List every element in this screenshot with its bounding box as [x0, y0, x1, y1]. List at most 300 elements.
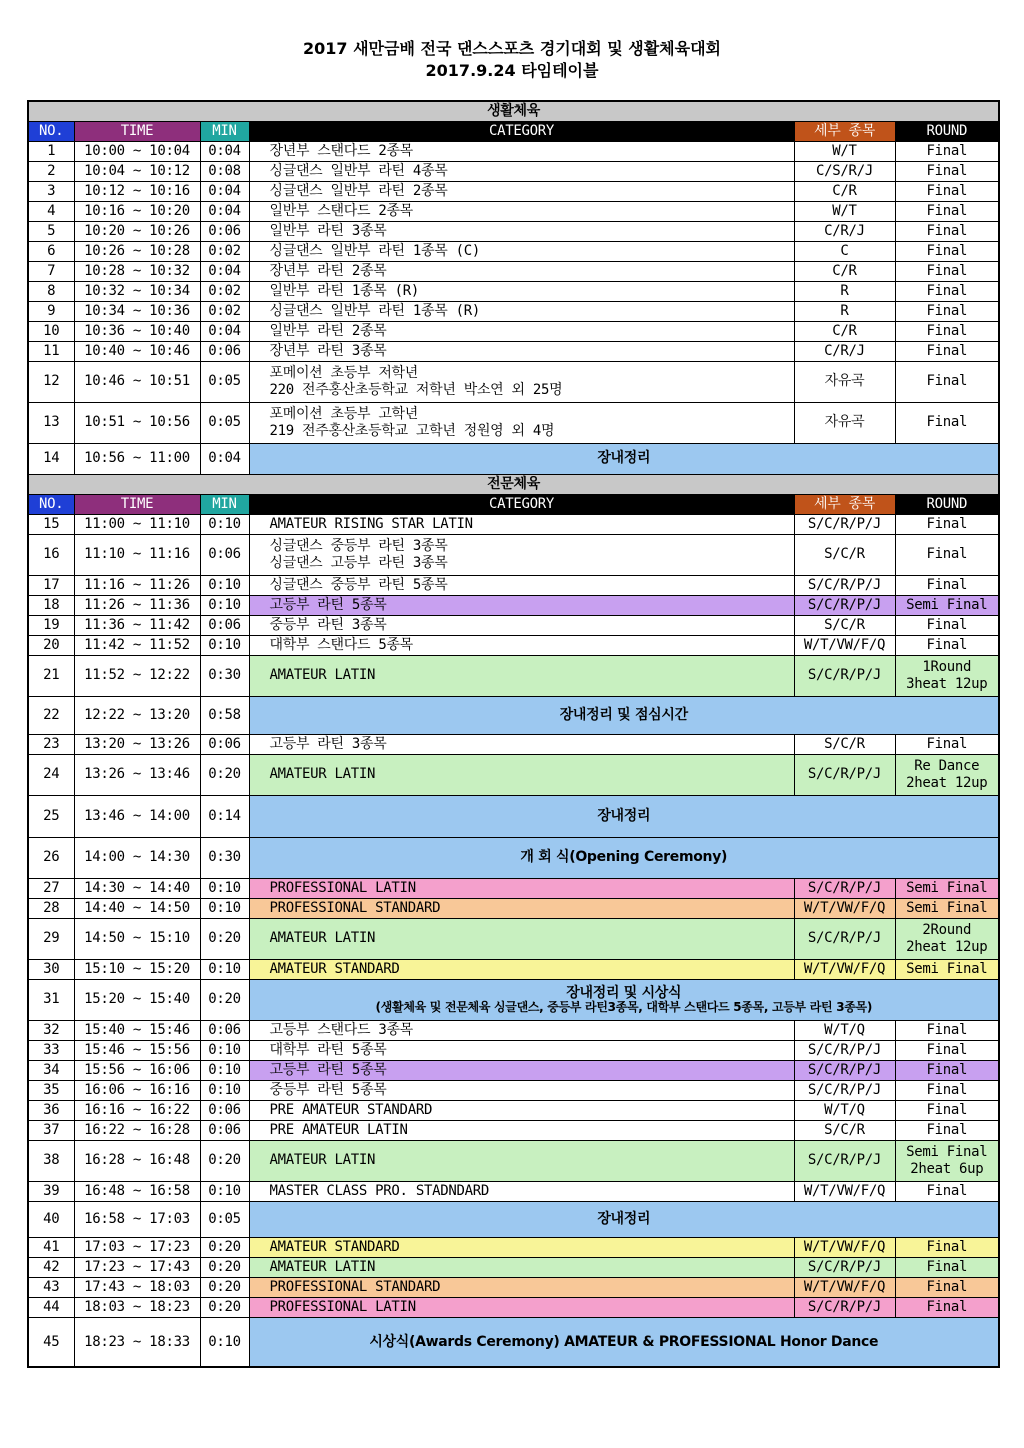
category-subline: 219 전주홍산초등학교 고학년 정원영 외 4명: [269, 422, 555, 439]
cell-round: Final: [895, 141, 999, 161]
cell-detail: S/C/R/P/J: [794, 1297, 895, 1317]
cell-time: 16:22 ~ 16:28: [74, 1120, 200, 1140]
cell-time: 10:56 ~ 11:00: [74, 443, 200, 474]
table-row: [28, 918, 999, 959]
table-row: [28, 595, 999, 615]
break-row: [28, 837, 999, 878]
cell-category: 장년부 스탠다드 2종목: [249, 141, 794, 161]
table-row: [28, 878, 999, 898]
cell-no: 38: [28, 1140, 74, 1181]
table-row: [28, 898, 999, 918]
cell-round: Final: [895, 301, 999, 321]
cell-min: 0:04: [200, 321, 249, 341]
cell-round: Final: [895, 1120, 999, 1140]
cell-time: 13:46 ~ 14:00: [74, 795, 200, 837]
cell-min: 0:20: [200, 1297, 249, 1317]
cell-category: 대학부 라틴 5종목: [249, 1040, 794, 1060]
cell-detail: S/C/R/P/J: [794, 878, 895, 898]
table-row: [28, 655, 999, 696]
cell-round: Semi Final: [895, 959, 999, 979]
break-row: [28, 696, 999, 734]
cell-detail: S/C/R: [794, 534, 895, 575]
cell-round: Final: [895, 321, 999, 341]
cell-round: Final: [895, 534, 999, 575]
break-row: [28, 443, 999, 474]
cell-category: AMATEUR STANDARD: [249, 1237, 794, 1257]
table-row: [28, 341, 999, 361]
cell-min: 0:10: [200, 595, 249, 615]
cell-min: 0:30: [200, 655, 249, 696]
table-row: [28, 181, 999, 201]
cell-time: 15:40 ~ 15:46: [74, 1020, 200, 1040]
cell-time: 17:03 ~ 17:23: [74, 1237, 200, 1257]
cell-time: 10:12 ~ 10:16: [74, 181, 200, 201]
cell-no: 39: [28, 1181, 74, 1201]
cell-round: Final: [895, 201, 999, 221]
break-label: 장내정리: [249, 795, 999, 837]
cell-category: 싱글댄스 일반부 라틴 1종목 (C): [249, 241, 794, 261]
header-time: TIME: [74, 494, 200, 514]
table-row: [28, 1100, 999, 1120]
cell-time: 10:04 ~ 10:12: [74, 161, 200, 181]
cell-min: 0:30: [200, 837, 249, 878]
cell-time: 11:26 ~ 11:36: [74, 595, 200, 615]
cell-no: 5: [28, 221, 74, 241]
cell-category: 장년부 라틴 3종목: [249, 341, 794, 361]
cell-time: 10:20 ~ 10:26: [74, 221, 200, 241]
cell-detail: 자유곡: [794, 361, 895, 402]
cell-detail: S/C/R/P/J: [794, 595, 895, 615]
break-label: [249, 979, 999, 1020]
cell-time: 11:36 ~ 11:42: [74, 615, 200, 635]
cell-category: PROFESSIONAL LATIN: [249, 878, 794, 898]
cell-detail: W/T: [794, 141, 895, 161]
cell-min: 0:04: [200, 141, 249, 161]
cell-detail: W/T/VW/F/Q: [794, 1181, 895, 1201]
table-row: [28, 514, 999, 534]
table-row: [28, 1257, 999, 1277]
cell-time: 17:43 ~ 18:03: [74, 1277, 200, 1297]
cell-time: 16:16 ~ 16:22: [74, 1100, 200, 1120]
break-label: 시상식(Awards Ceremony) AMATEUR & PROFESSIONAL Honor Dance: [249, 1317, 999, 1367]
cell-category: AMATEUR LATIN: [249, 754, 794, 795]
round-line: Re Dance: [914, 758, 980, 775]
cell-category: MASTER CLASS PRO. STADNDARD: [249, 1181, 794, 1201]
cell-round: Final: [895, 241, 999, 261]
cell-no: 14: [28, 443, 74, 474]
cell-category: 싱글댄스 일반부 라틴 2종목: [249, 181, 794, 201]
cell-category: 싱글댄스 중등부 라틴 5종목: [249, 575, 794, 595]
cell-round: [895, 918, 999, 959]
cell-no: 11: [28, 341, 74, 361]
schedule-table: [27, 100, 1000, 1368]
table-row: [28, 959, 999, 979]
cell-min: 0:10: [200, 898, 249, 918]
cell-min: 0:06: [200, 1100, 249, 1120]
break-label: 장내정리: [249, 1201, 999, 1237]
cell-min: 0:04: [200, 261, 249, 281]
cell-round: [895, 1140, 999, 1181]
table-row: [28, 221, 999, 241]
cell-no: 2: [28, 161, 74, 181]
column-header-row: [28, 121, 999, 141]
cell-no: 7: [28, 261, 74, 281]
header-min: MIN: [200, 494, 249, 514]
cell-no: 33: [28, 1040, 74, 1060]
cell-category: 고등부 스탠다드 3종목: [249, 1020, 794, 1040]
cell-round: Final: [895, 261, 999, 281]
break-row: [28, 979, 999, 1020]
section-header-row: [28, 101, 999, 121]
cell-detail: R: [794, 301, 895, 321]
cell-no: 36: [28, 1100, 74, 1120]
cell-min: 0:58: [200, 696, 249, 734]
cell-category: 중등부 라틴 3종목: [249, 615, 794, 635]
table-row: [28, 534, 999, 575]
cell-min: 0:10: [200, 1317, 249, 1367]
cell-round: Final: [895, 1277, 999, 1297]
cell-detail: W/T/VW/F/Q: [794, 898, 895, 918]
cell-time: 18:03 ~ 18:23: [74, 1297, 200, 1317]
round-subline: 2heat 6up: [910, 1160, 984, 1177]
cell-time: 10:36 ~ 10:40: [74, 321, 200, 341]
cell-min: 0:06: [200, 615, 249, 635]
category-line: 포메이션 초등부 저학년: [269, 365, 418, 382]
table-row: [28, 261, 999, 281]
cell-round: Final: [895, 1297, 999, 1317]
cell-detail: C/R/J: [794, 341, 895, 361]
cell-time: 16:48 ~ 16:58: [74, 1181, 200, 1201]
cell-time: 10:51 ~ 10:56: [74, 402, 200, 443]
header-time: TIME: [74, 121, 200, 141]
cell-round: Semi Final: [895, 898, 999, 918]
table-row: [28, 734, 999, 754]
cell-no: 3: [28, 181, 74, 201]
document-title: 2017 새만금배 전국 댄스스포츠 경기대회 및 생활체육대회: [303, 39, 721, 58]
cell-detail: W/T/VW/F/Q: [794, 1237, 895, 1257]
cell-round: Semi Final: [895, 878, 999, 898]
cell-detail: S/C/R/P/J: [794, 754, 895, 795]
cell-round: Final: [895, 281, 999, 301]
cell-detail: S/C/R/P/J: [794, 514, 895, 534]
cell-no: 19: [28, 615, 74, 635]
round-subline: 2heat 12up: [906, 774, 988, 791]
cell-category: 싱글댄스 일반부 라틴 4종목: [249, 161, 794, 181]
table-row: [28, 321, 999, 341]
cell-category: 대학부 스탠다드 5종목: [249, 635, 794, 655]
cell-round: Final: [895, 1060, 999, 1080]
cell-round: Semi Final: [895, 595, 999, 615]
cell-min: 0:04: [200, 181, 249, 201]
cell-detail: W/T/Q: [794, 1100, 895, 1120]
cell-time: 11:16 ~ 11:26: [74, 575, 200, 595]
cell-round: Final: [895, 1040, 999, 1060]
cell-category: 중등부 라틴 5종목: [249, 1080, 794, 1100]
cell-detail: W/T: [794, 201, 895, 221]
cell-min: 0:06: [200, 341, 249, 361]
cell-time: 13:20 ~ 13:26: [74, 734, 200, 754]
table-row: [28, 241, 999, 261]
cell-time: 15:56 ~ 16:06: [74, 1060, 200, 1080]
cell-no: 18: [28, 595, 74, 615]
cell-time: 17:23 ~ 17:43: [74, 1257, 200, 1277]
cell-category: 고등부 라틴 3종목: [249, 734, 794, 754]
table-row: [28, 1020, 999, 1040]
cell-category: AMATEUR LATIN: [249, 655, 794, 696]
cell-category: [249, 402, 794, 443]
cell-min: 0:02: [200, 241, 249, 261]
cell-min: 0:08: [200, 161, 249, 181]
cell-category: AMATEUR LATIN: [249, 1140, 794, 1181]
cell-time: 16:58 ~ 17:03: [74, 1201, 200, 1237]
cell-min: 0:20: [200, 979, 249, 1020]
cell-time: 10:00 ~ 10:04: [74, 141, 200, 161]
cell-round: Final: [895, 635, 999, 655]
cell-category: 고등부 라틴 5종목: [249, 1060, 794, 1080]
cell-category: AMATEUR LATIN: [249, 918, 794, 959]
cell-detail: S/C/R/P/J: [794, 575, 895, 595]
cell-min: 0:05: [200, 361, 249, 402]
cell-min: 0:20: [200, 754, 249, 795]
cell-round: Final: [895, 402, 999, 443]
cell-no: 6: [28, 241, 74, 261]
cell-min: 0:10: [200, 1181, 249, 1201]
cell-detail: 자유곡: [794, 402, 895, 443]
cell-category: 고등부 라틴 5종목: [249, 595, 794, 615]
break-label: 개 회 식(Opening Ceremony): [249, 837, 999, 878]
table-row: [28, 1181, 999, 1201]
cell-detail: S/C/R/P/J: [794, 1080, 895, 1100]
cell-min: 0:06: [200, 221, 249, 241]
cell-no: 21: [28, 655, 74, 696]
section-title: 전문체육: [28, 474, 999, 494]
cell-detail: S/C/R/P/J: [794, 1040, 895, 1060]
cell-round: Final: [895, 221, 999, 241]
cell-detail: S/C/R/P/J: [794, 1257, 895, 1277]
cell-no: 9: [28, 301, 74, 321]
cell-time: 13:26 ~ 13:46: [74, 754, 200, 795]
cell-no: 4: [28, 201, 74, 221]
cell-round: Final: [895, 514, 999, 534]
cell-no: 43: [28, 1277, 74, 1297]
break-row: [28, 795, 999, 837]
cell-min: 0:02: [200, 301, 249, 321]
table-row: [28, 1120, 999, 1140]
cell-no: 45: [28, 1317, 74, 1367]
header-no: NO.: [28, 494, 74, 514]
table-row: [28, 1277, 999, 1297]
cell-round: Final: [895, 734, 999, 754]
header-category: CATEGORY: [249, 494, 794, 514]
cell-round: Final: [895, 1080, 999, 1100]
cell-category: 일반부 스탠다드 2종목: [249, 201, 794, 221]
cell-time: 14:50 ~ 15:10: [74, 918, 200, 959]
cell-no: 23: [28, 734, 74, 754]
cell-min: 0:20: [200, 1237, 249, 1257]
cell-no: 44: [28, 1297, 74, 1317]
cell-category: [249, 534, 794, 575]
cell-round: Final: [895, 161, 999, 181]
header-category: CATEGORY: [249, 121, 794, 141]
cell-detail: S/C/R: [794, 615, 895, 635]
cell-min: 0:10: [200, 878, 249, 898]
cell-time: 11:00 ~ 11:10: [74, 514, 200, 534]
cell-category: 장년부 라틴 2종목: [249, 261, 794, 281]
cell-min: 0:04: [200, 201, 249, 221]
section-title: 생활체육: [28, 101, 999, 121]
cell-category: PROFESSIONAL STANDARD: [249, 1277, 794, 1297]
cell-detail: S/C/R/P/J: [794, 1060, 895, 1080]
cell-min: 0:10: [200, 959, 249, 979]
cell-category: [249, 361, 794, 402]
table-row: [28, 281, 999, 301]
cell-no: 26: [28, 837, 74, 878]
table-row: [28, 635, 999, 655]
document-subtitle: 2017.9.24 타임테이블: [425, 61, 599, 80]
table-row: [28, 1237, 999, 1257]
cell-no: 29: [28, 918, 74, 959]
cell-min: 0:06: [200, 1120, 249, 1140]
round-line: 1Round: [922, 659, 972, 676]
cell-category: 일반부 라틴 1종목 (R): [249, 281, 794, 301]
cell-min: 0:06: [200, 734, 249, 754]
table-row: [28, 1297, 999, 1317]
category-subline: 싱글댄스 고등부 라틴 3종목: [269, 554, 448, 571]
cell-round: Final: [895, 1257, 999, 1277]
table-row: [28, 1080, 999, 1100]
cell-min: 0:20: [200, 1140, 249, 1181]
cell-no: 41: [28, 1237, 74, 1257]
cell-time: 15:10 ~ 15:20: [74, 959, 200, 979]
break-note: (생활체육 및 전문체육 싱글댄스, 중등부 라틴3종목, 대학부 스탠다드 5종목, 고등부 라틴 3종목): [375, 999, 873, 1014]
cell-min: 0:06: [200, 1020, 249, 1040]
column-header-row: [28, 494, 999, 514]
cell-min: 0:05: [200, 402, 249, 443]
cell-min: 0:10: [200, 635, 249, 655]
cell-min: 0:05: [200, 1201, 249, 1237]
table-row: [28, 1060, 999, 1080]
cell-time: 10:34 ~ 10:36: [74, 301, 200, 321]
cell-min: 0:10: [200, 575, 249, 595]
cell-no: 10: [28, 321, 74, 341]
cell-time: 10:46 ~ 10:51: [74, 361, 200, 402]
cell-detail: W/T/VW/F/Q: [794, 959, 895, 979]
cell-detail: W/T/VW/F/Q: [794, 1277, 895, 1297]
cell-time: 15:20 ~ 15:40: [74, 979, 200, 1020]
cell-min: 0:20: [200, 1257, 249, 1277]
cell-time: 10:26 ~ 10:28: [74, 241, 200, 261]
header-round: ROUND: [895, 494, 999, 514]
cell-time: 14:40 ~ 14:50: [74, 898, 200, 918]
cell-round: Final: [895, 1237, 999, 1257]
cell-no: 28: [28, 898, 74, 918]
header-min: MIN: [200, 121, 249, 141]
cell-detail: S/C/R: [794, 734, 895, 754]
cell-category: AMATEUR RISING STAR LATIN: [249, 514, 794, 534]
cell-detail: C/R: [794, 321, 895, 341]
cell-no: 34: [28, 1060, 74, 1080]
cell-no: 22: [28, 696, 74, 734]
cell-round: Final: [895, 1100, 999, 1120]
table-row: [28, 141, 999, 161]
cell-detail: S/C/R/P/J: [794, 1140, 895, 1181]
table-row: [28, 754, 999, 795]
cell-category: AMATEUR LATIN: [249, 1257, 794, 1277]
round-line: Semi Final: [906, 1144, 988, 1161]
cell-no: 17: [28, 575, 74, 595]
cell-time: 11:10 ~ 11:16: [74, 534, 200, 575]
cell-time: 10:32 ~ 10:34: [74, 281, 200, 301]
table-row: [28, 201, 999, 221]
cell-detail: W/T/Q: [794, 1020, 895, 1040]
cell-time: 14:00 ~ 14:30: [74, 837, 200, 878]
cell-detail: C/R: [794, 181, 895, 201]
cell-time: 10:40 ~ 10:46: [74, 341, 200, 361]
cell-min: 0:10: [200, 1060, 249, 1080]
cell-time: 10:16 ~ 10:20: [74, 201, 200, 221]
cell-no: 35: [28, 1080, 74, 1100]
table-row: [28, 1040, 999, 1060]
cell-category: 일반부 라틴 2종목: [249, 321, 794, 341]
cell-category: PROFESSIONAL STANDARD: [249, 898, 794, 918]
cell-time: 11:52 ~ 12:22: [74, 655, 200, 696]
cell-time: 12:22 ~ 13:20: [74, 696, 200, 734]
cell-min: 0:10: [200, 514, 249, 534]
cell-round: Final: [895, 615, 999, 635]
cell-detail: S/C/R: [794, 1120, 895, 1140]
table-row: [28, 1140, 999, 1181]
cell-min: 0:06: [200, 534, 249, 575]
cell-time: 18:23 ~ 18:33: [74, 1317, 200, 1367]
cell-detail: C/R: [794, 261, 895, 281]
cell-round: [895, 655, 999, 696]
cell-detail: S/C/R/P/J: [794, 918, 895, 959]
cell-round: Final: [895, 341, 999, 361]
category-line: 포메이션 초등부 고학년: [269, 406, 418, 423]
table-row: [28, 402, 999, 443]
table-row: [28, 301, 999, 321]
cell-detail: R: [794, 281, 895, 301]
cell-no: 40: [28, 1201, 74, 1237]
cell-round: Final: [895, 361, 999, 402]
cell-no: 31: [28, 979, 74, 1020]
break-label: 장내정리: [249, 443, 999, 474]
cell-time: 10:28 ~ 10:32: [74, 261, 200, 281]
cell-round: Final: [895, 1020, 999, 1040]
cell-time: 14:30 ~ 14:40: [74, 878, 200, 898]
cell-category: 싱글댄스 일반부 라틴 1종목 (R): [249, 301, 794, 321]
cell-no: 25: [28, 795, 74, 837]
cell-no: 24: [28, 754, 74, 795]
cell-category: 일반부 라틴 3종목: [249, 221, 794, 241]
round-line: 2Round: [922, 922, 972, 939]
table-row: [28, 615, 999, 635]
cell-category: PRE AMATEUR LATIN: [249, 1120, 794, 1140]
cell-time: 16:06 ~ 16:16: [74, 1080, 200, 1100]
break-title: 장내정리 및 시상식: [566, 984, 682, 1001]
cell-detail: W/T/VW/F/Q: [794, 635, 895, 655]
cell-detail: C: [794, 241, 895, 261]
section-header-row: [28, 474, 999, 494]
cell-min: 0:10: [200, 1040, 249, 1060]
cell-detail: S/C/R/P/J: [794, 655, 895, 696]
cell-no: 37: [28, 1120, 74, 1140]
break-row: [28, 1317, 999, 1367]
cell-time: 11:42 ~ 11:52: [74, 635, 200, 655]
break-row: [28, 1201, 999, 1237]
header-no: NO.: [28, 121, 74, 141]
cell-detail: C/R/J: [794, 221, 895, 241]
